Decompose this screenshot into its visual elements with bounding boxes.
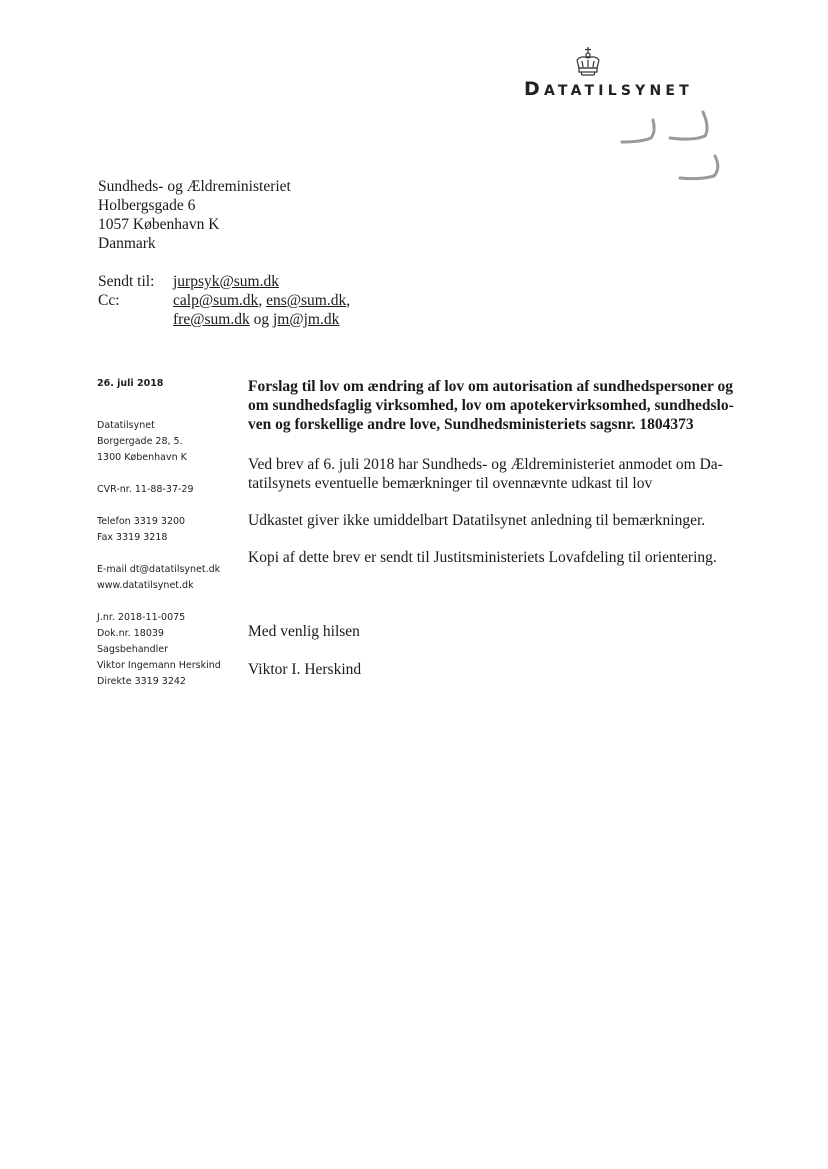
paragraph-copy-note: Kopi af dette brev er sendt til Justitsministeriets Lovafdeling til orientering. xyxy=(248,549,717,566)
recipient-address xyxy=(98,177,291,253)
cc-conjunction: og xyxy=(249,311,273,328)
case-info xyxy=(97,610,221,690)
handwritten-marks xyxy=(618,106,728,188)
letter-subject xyxy=(248,377,758,434)
crown-icon xyxy=(572,46,604,76)
case-handler-name: Viktor Ingemann Herskind xyxy=(97,660,221,671)
recipient-street: Holbergsgade 6 xyxy=(98,197,196,214)
sender-address xyxy=(97,418,187,466)
contact-phone-fax xyxy=(97,514,185,546)
document-number: Dok.nr. 18039 xyxy=(97,628,164,639)
recipient-country: Danmark xyxy=(98,235,156,252)
email: E-mail dt@datatilsynet.dk xyxy=(97,564,221,575)
recipient-name: Sundheds- og Ældreministeriet xyxy=(98,178,291,195)
subject-line: om sundhedsfaglig virksomhed, lov om apotekervirksomhed, sundhedslo- xyxy=(248,397,734,414)
paragraph-request: Ved brev af 6. juli 2018 har Sundheds- og Ældreministeriet anmodet om Da- tatilsynets eventuelle bemærkninger til ovennævnte udkast til lov xyxy=(248,456,723,492)
direct-phone: Direkte 3319 3242 xyxy=(97,676,186,687)
cc-email-link[interactable]: fre@sum.dk xyxy=(173,311,250,328)
cc-separator: , xyxy=(258,292,267,309)
subject-line: Forslag til lov om ændring af lov om autorisation af sundhedspersoner og xyxy=(248,378,733,395)
closing: Med venlig hilsen xyxy=(248,623,360,640)
phone: Telefon 3319 3200 xyxy=(97,516,186,527)
journal-number: J.nr. 2018-11-0075 xyxy=(97,612,186,623)
recipient-city: 1057 København K xyxy=(98,216,220,233)
recipients-block xyxy=(98,272,350,329)
sent-to-label: Sendt til: xyxy=(98,273,155,290)
case-handler-label: Sagsbehandler xyxy=(97,644,168,655)
cc-separator: , xyxy=(346,292,351,309)
sent-to-email-link[interactable]: jurpsyk@sum.dk xyxy=(173,273,279,290)
sender-city: 1300 København K xyxy=(97,452,187,463)
paragraph-response: Udkastet giver ikke umiddelbart Datatilsynet anledning til bemærkninger. xyxy=(248,512,706,529)
cc-email-link[interactable]: calp@sum.dk xyxy=(173,292,259,309)
subject-line: ven og forskellige andre love, Sundhedsministeriets sagsnr. 1804373 xyxy=(248,416,694,433)
cc-label: Cc: xyxy=(98,292,120,309)
letter-date: 26. juli 2018 xyxy=(97,378,164,389)
contact-email-web xyxy=(97,562,220,594)
cvr-number: CVR-nr. 11-88-37-29 xyxy=(97,484,194,495)
brand-name: DATATILSYNET xyxy=(524,78,693,100)
sender-street: Borgergade 28, 5. xyxy=(97,436,183,447)
cc-email-link[interactable]: jm@jm.dk xyxy=(272,311,340,328)
fax: Fax 3319 3218 xyxy=(97,532,168,543)
website: www.datatilsynet.dk xyxy=(97,580,194,591)
signature: Viktor I. Herskind xyxy=(248,661,362,678)
cc-email-link[interactable]: ens@sum.dk xyxy=(266,292,347,309)
sender-org: Datatilsynet xyxy=(97,420,155,431)
